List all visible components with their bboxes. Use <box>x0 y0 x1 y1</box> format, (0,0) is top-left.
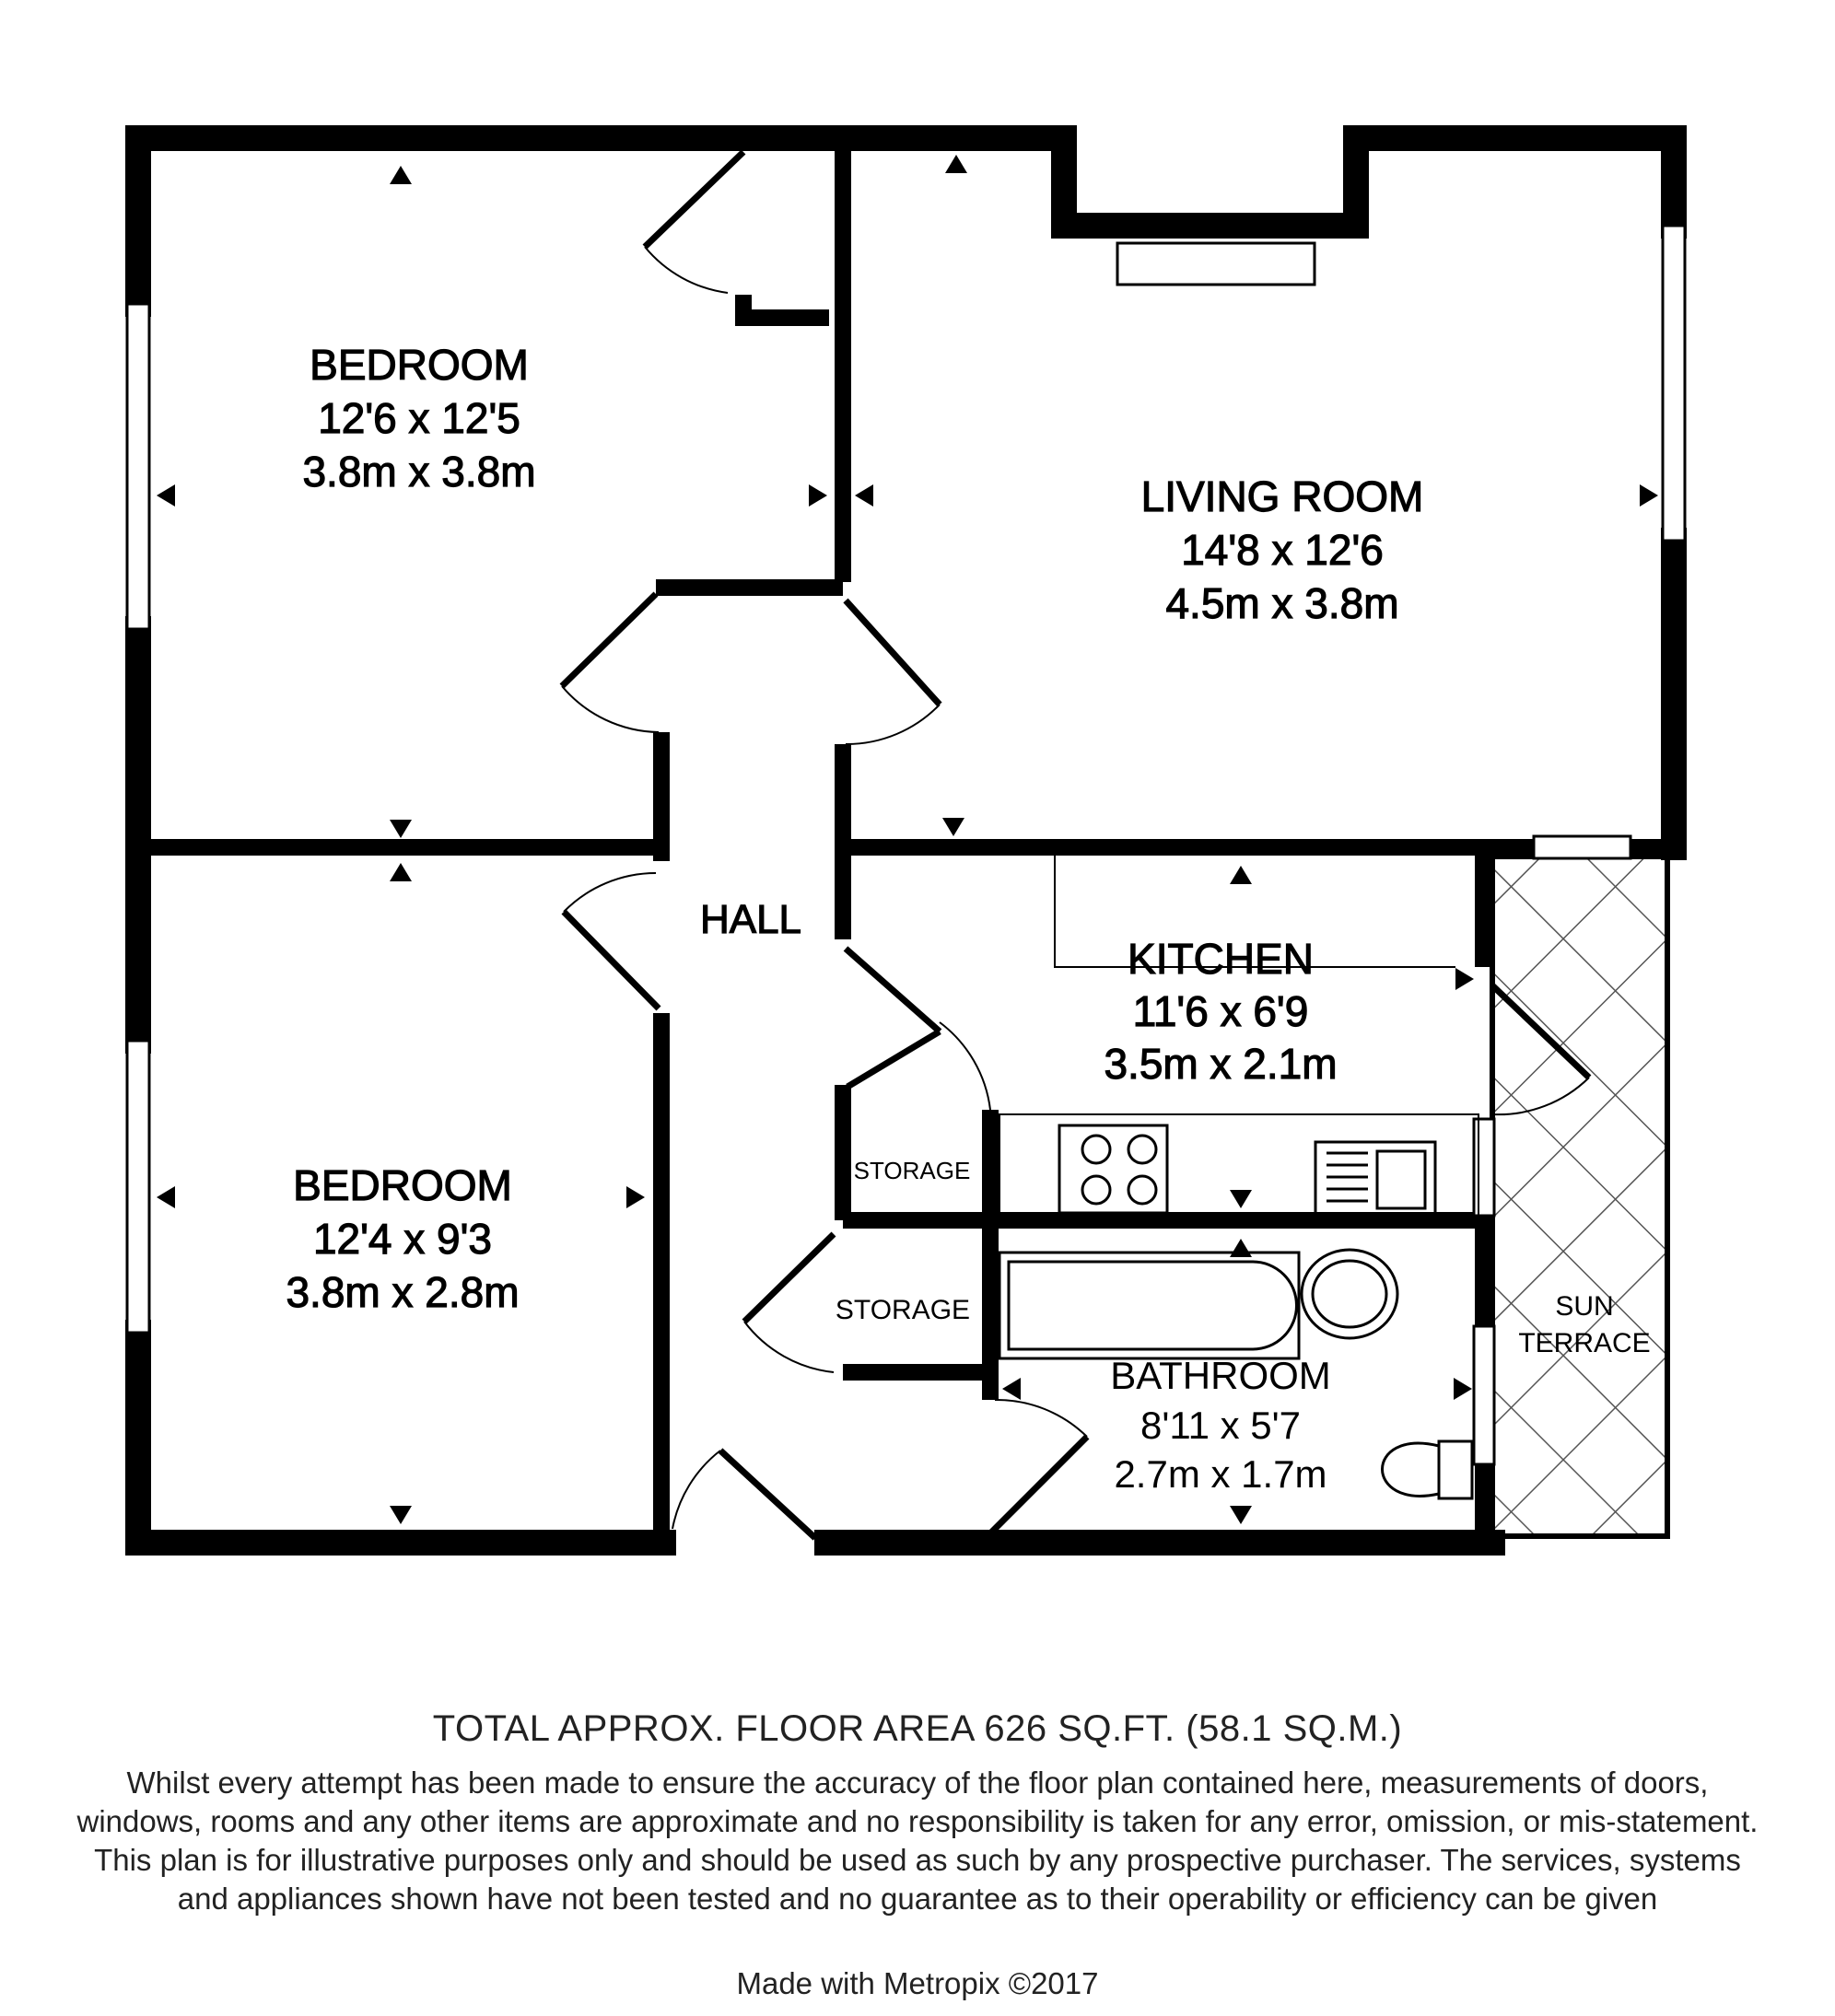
bath-icon <box>999 1253 1299 1358</box>
bedroom2-imperial: 12'4 x 9'3 <box>312 1215 493 1263</box>
kitchen-imperial: 11'6 x 6'9 <box>1132 987 1309 1035</box>
kitchen-metric: 3.5m x 2.1m <box>1104 1040 1338 1088</box>
storage-upper-label: STORAGE <box>853 1157 971 1184</box>
bathroom-bottom-arrow <box>1230 1506 1252 1524</box>
disclaimer-text: Whilst every attempt has been made to ensure the accuracy of the floor plan contained here, measurements of doors, windows, rooms and any other items are approximate and no responsibility is taken for any error, omission, or mis-statement. This plan is for illustrative purposes only and should be used as such by any prospective purchaser. The services, systems and appliances shown have not been tested and no guarantee as to their operability or efficiency can be given <box>76 1765 1759 1916</box>
living-right-arrow <box>1640 484 1658 507</box>
toilet-icon <box>1383 1441 1473 1498</box>
sun-terrace-label-1: SUN <box>1555 1291 1614 1322</box>
bathroom-left-arrow <box>1002 1378 1021 1400</box>
credit-text: Made with Metropix ©2017 <box>736 1966 1099 2000</box>
living-left-arrow <box>855 484 873 507</box>
bedroom1-left-arrow <box>157 484 175 507</box>
kitchen-name: KITCHEN <box>1128 935 1314 983</box>
bedroom2-left-arrow <box>157 1186 175 1208</box>
bathroom-right-arrow <box>1454 1378 1472 1400</box>
living-bottom-arrow <box>942 818 964 836</box>
hob-icon <box>1059 1125 1167 1213</box>
bedroom1-bottom-arrow <box>390 820 412 838</box>
bedroom1-top-arrow <box>390 166 412 184</box>
kitchen-right-arrow <box>1455 968 1474 990</box>
bedroom1-metric: 3.8m x 3.8m <box>302 448 536 495</box>
bedroom1-right-arrow <box>809 484 827 507</box>
bathroom-metric: 2.7m x 1.7m <box>1114 1452 1327 1496</box>
bedroom2-right-arrow <box>626 1186 645 1208</box>
hall-label: HALL <box>699 897 802 942</box>
bedroom2-top-arrow <box>390 863 412 881</box>
bedroom2-name: BEDROOM <box>293 1161 512 1209</box>
living-room-imperial: 14'8 x 12'6 <box>1181 526 1384 574</box>
sink-icon <box>1315 1142 1435 1216</box>
kitchen-bottom-arrow <box>1230 1190 1252 1208</box>
room-labels <box>286 341 1650 1496</box>
bedroom1-imperial: 12'6 x 12'5 <box>318 394 520 442</box>
living-room-metric: 4.5m x 3.8m <box>1165 579 1399 627</box>
living-room-name: LIVING ROOM <box>1140 472 1424 520</box>
bedroom2-bottom-arrow <box>390 1506 412 1524</box>
sun-terrace-label-2: TERRACE <box>1518 1328 1651 1358</box>
kitchen-fixtures <box>999 855 1479 1216</box>
total-floor-area: TOTAL APPROX. FLOOR AREA 626 SQ.FT. (58.1 SQ.M.) <box>432 1708 1403 1749</box>
sun-terrace <box>1492 857 1667 1536</box>
bedroom1-name: BEDROOM <box>310 341 529 389</box>
kitchen-top-arrow <box>1230 866 1252 884</box>
bathroom-top-arrow <box>1230 1239 1252 1257</box>
bedroom2-metric: 3.8m x 2.8m <box>286 1268 520 1316</box>
living-top-arrow <box>945 155 967 173</box>
washbasin-icon <box>1302 1250 1397 1338</box>
bathroom-imperial: 8'11 x 5'7 <box>1140 1404 1302 1447</box>
storage-lower-label: STORAGE <box>835 1295 971 1325</box>
bathroom-name: BATHROOM <box>1110 1354 1331 1397</box>
